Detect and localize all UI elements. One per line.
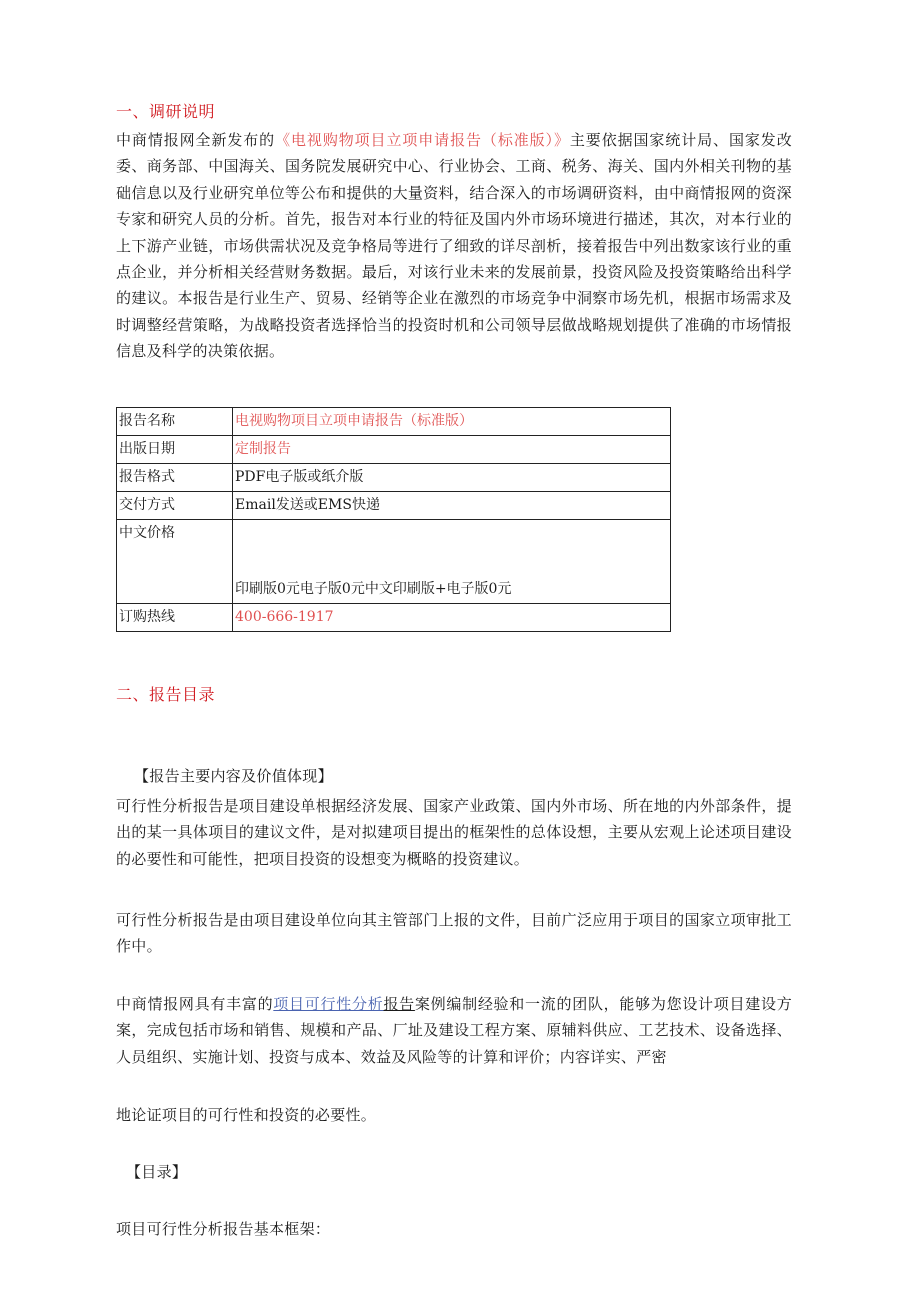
row-label-delivery: 交付方式 [117,492,233,520]
publish-date-value[interactable]: 定制报告 [233,436,671,464]
subheading-main-content: 【报告主要内容及价值体现】 [134,767,333,785]
row-label-format: 报告格式 [117,464,233,492]
report-info-table [116,407,671,632]
report-name-value[interactable]: 电视购物项目立项申请报告（标准版） [233,408,671,436]
format-value: PDF电子版或纸介版 [233,464,671,492]
row-label-price: 中文价格 [117,520,233,604]
row-label-name: 报告名称 [117,408,233,436]
paragraph-feasibility-definition: 可行性分析报告是项目建设单根据经济发展、国家产业政策、国内外市场、所在地的内外部条件，提出的某一具体项目的建议文件，是对拟建项目提出的框架性的总体设想，主要从宏观上论述项目建设的必要性和可能性，把项目投资的设想变为概略的投资建议。 [116,797,792,868]
subheading-contents: 【目录】 [126,1163,188,1181]
description-prefix: 中商情报网全新发布的 [116,131,276,149]
report-title-link[interactable]: 《电视购物项目立项申请报告（标准版）》 [275,131,570,149]
row-label-date: 出版日期 [117,436,233,464]
feasibility-analysis-link[interactable]: 项目可行性分析 [273,995,384,1013]
table-row [117,436,671,464]
table-row [117,464,671,492]
paragraph-feasibility-usage: 可行性分析报告是由项目建设单位向其主管部门上报的文件，目前广泛应用于项目的国家立项审批工作中。 [116,911,792,956]
table-row [117,604,671,632]
experience-body: 案例编制经验和一流的团队，能够为您设计项目建设方案，完成包括市场和销售、规模和产品、厂址及建设工程方案、原辅料供应、工艺技术、设备选择、人员组织、实施计划、投资与成本、效益及风险等的计算和评价；内容详实、严密 [116,995,792,1066]
table-row [117,520,671,604]
paragraph-argument: 地论证项目的可行性和投资的必要性。 [116,1106,377,1124]
description-body: 主要依据国家统计局、国家发改委、商务部、中国海关、国务院发展研究中心、行业协会、工商、税务、海关、国内外相关刊物的基础信息以及行业研究单位等公布和提供的大量资料，结合深入的市场调研资料，由中商情报网的资深专家和研究人员的分析。首先，报告对本行业的特征及国内外市场环境进行描述，其次，对本行业的上下游产业链，市场供需状况及竞争格局等进行了细致的详尽剖析，接着报告中列出数家该行业的重点企业，并分析相关经营财务数据。最后，对该行业未来的发展前景，投资风险及投资策略给出科学的建议。本报告是行业生产、贸易、经销等企业在激烈的市场竞争中洞察市场先机，根据市场需求及时调整经营策略，为战略投资者选择恰当的投资时机和公司领导层做战略规划提供了准确的市场情报信息及科学的决策依据。 [116,131,792,361]
report-link[interactable]: 报告 [383,995,415,1013]
section-heading-toc: 二、报告目录 [116,685,216,704]
section-heading-research: 一、调研说明 [116,102,216,121]
delivery-value: Email发送或EMS快递 [233,492,671,520]
price-value: 印刷版0元电子版0元中文印刷版+电子版0元 [233,520,671,604]
table-row [117,492,671,520]
paragraph-framework: 项目可行性分析报告基本框架： [116,1220,331,1238]
hotline-value[interactable]: 400-666-1917 [233,604,671,632]
paragraph-company-experience [116,991,792,1070]
table-row [117,408,671,436]
experience-prefix: 中商情报网具有丰富的 [116,995,274,1013]
row-label-hotline: 订购热线 [117,604,233,632]
research-description [116,127,792,365]
